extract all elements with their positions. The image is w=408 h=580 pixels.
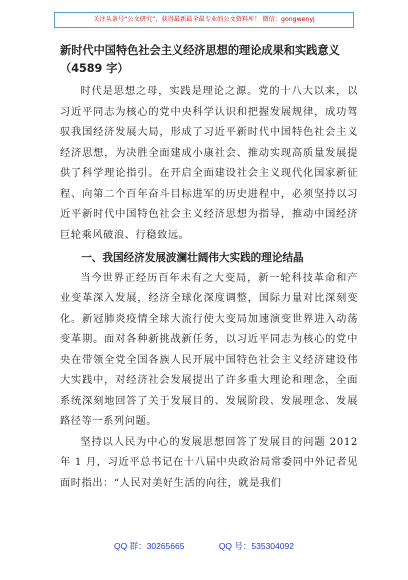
section-heading: 一、我国经济发展波澜壮阔伟大实践的理论结晶 <box>81 252 304 264</box>
paragraph: 坚持以人民为中心的发展思想回答了发展目的问题 2012 年 1 月，习近平总书记在十八届中央政治局常委同中外记者见面时指出：“人民对美好生活的向往，就是我们 <box>60 436 358 489</box>
document-body <box>60 42 358 494</box>
document-title: 新时代中国特色社会主义经济思想的理论成果和实践意义 <box>60 44 340 57</box>
word-count: （4589 字） <box>60 62 129 75</box>
paragraph: 时代是思想之母，实践是理论之源。党的十八大以来，以习近平同志为核心的党中央科学认识和把握发展规律，成功驾驭我国经济发展大局，形成了习近平新时代中国特色社会主义经济思想，为决胜全面建成小康社会、推动实现高质量发展提供了科学理论指引。在开启全面建设社会主义现代化国家新征程、向第二个百年奋斗目标进军的历史进程中，必须坚持以习近平新时代中国特色社会主义经济思想为指导，推动中国经济巨轮乘风破浪、行稳致远。 <box>60 86 358 241</box>
qq-group: QQ 群：30265665 <box>114 541 185 551</box>
qq-number: QQ 号：535304092 <box>218 541 294 551</box>
paragraph: 当今世界正经历百年未有之大变局，新一轮科技革命和产业变革深入发展，经济全球化深度调整，国际力量对比深刻变化。新冠肺炎疫情全球大流行使大变局加速演变世界进入动荡变革期。面对各种新挑战新任务，以习近平同志为核心的党中央在带领全党全国各族人民开展中国特色社会主义经济建设伟大实践中，对经济社会发展提出了许多重大理论和理念，全面系统深刻地回答了关于发展目的、发展阶段、发展理念、发展路径等一系列问题。 <box>60 272 358 427</box>
footer-contact <box>0 540 408 552</box>
header-banner: 关注头条号“公文研究”，获得最新最全最专业的公文资料库！ 微信：gongwenyj <box>54 12 354 28</box>
